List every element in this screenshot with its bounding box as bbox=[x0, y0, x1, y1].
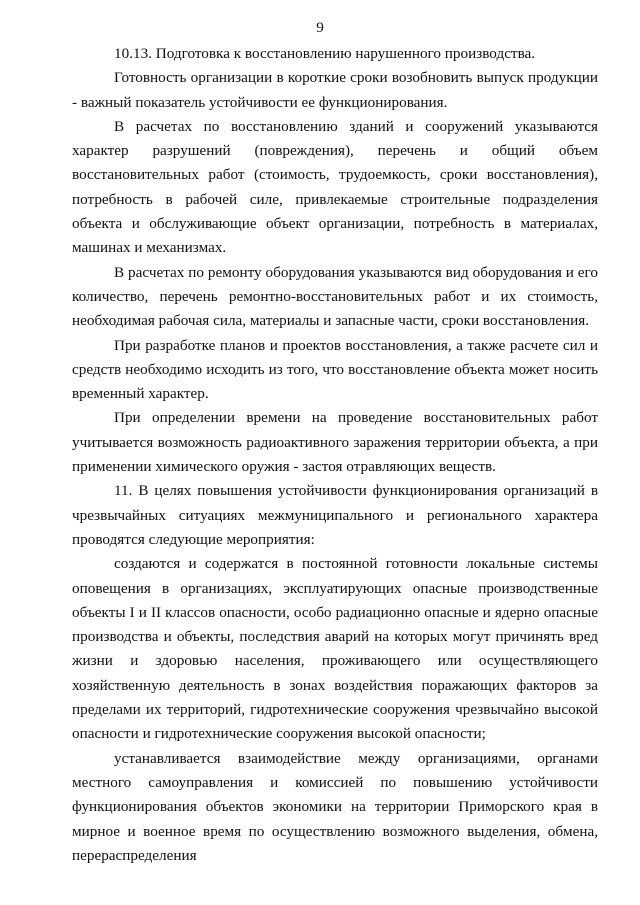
paragraph: В расчетах по ремонту оборудования указываются вид оборудования и его количество, перечень ремонтно-восстановительных работ и их стоимость, необходимая рабочая сила, материалы и запасные части, сроки восстановления. bbox=[72, 263, 598, 330]
paragraph: Готовность организации в короткие сроки возобновить выпуск продукции - важный показатель устойчивости ее функционирования. bbox=[72, 69, 598, 111]
list-item-paragraph: устанавливается взаимодействие между организациями, органами местного самоуправления и комиссией по повышению устойчивости функционирования объектов экономики на территории Приморского края в мирное и военное время по осуществлению возможного выделения, обмена, перераспределения bbox=[72, 749, 598, 864]
document-body bbox=[72, 42, 598, 868]
page-number: 9 bbox=[316, 19, 324, 36]
paragraph: В расчетах по восстановлению зданий и сооружений указываются характер разрушений (повреждения), перечень и общий объем восстановительных работ (стоимость, трудоемкость, сроки восстановления), потребность в рабочей силе, привлекаемые строительные подразделения объекта и обслуживающие объект организации, потребность в материалах, машинах и механизмах. bbox=[72, 117, 598, 257]
paragraph: При разработке планов и проектов восстановления, а также расчете сил и средств необходимо исходить из того, что восстановление объекта может носить временный характер. bbox=[72, 336, 598, 403]
paragraph: 11. В целях повышения устойчивости функционирования организаций в чрезвычайных ситуациях межмуниципального и регионального характера проводятся следующие мероприятия: bbox=[72, 482, 598, 548]
list-item-paragraph: создаются и содержатся в постоянной готовности локальные системы оповещения в организациях, эксплуатирующих опасные производственные объекты I и II классов опасности, особо радиационно опасные и ядерно опасные производства и объекты, последствия аварий на которых могут причинять вред жизни и здоровью населения, проживающего или осуществляющего хозяйственную деятельность в зонах воздействия поражающих факторов за пределами их территорий, гидротехнические сооружения чрезвычайно высокой опасности и гидротехнические сооружения высокой опасности; bbox=[72, 555, 598, 743]
paragraph: При определении времени на проведение восстановительных работ учитывается возможность радиоактивного заражения территории объекта, а при применении химического оружия - застоя отравляющих веществ. bbox=[72, 409, 598, 476]
section-heading: 10.13. Подготовка к восстановлению нарушенного производства. bbox=[114, 45, 536, 62]
